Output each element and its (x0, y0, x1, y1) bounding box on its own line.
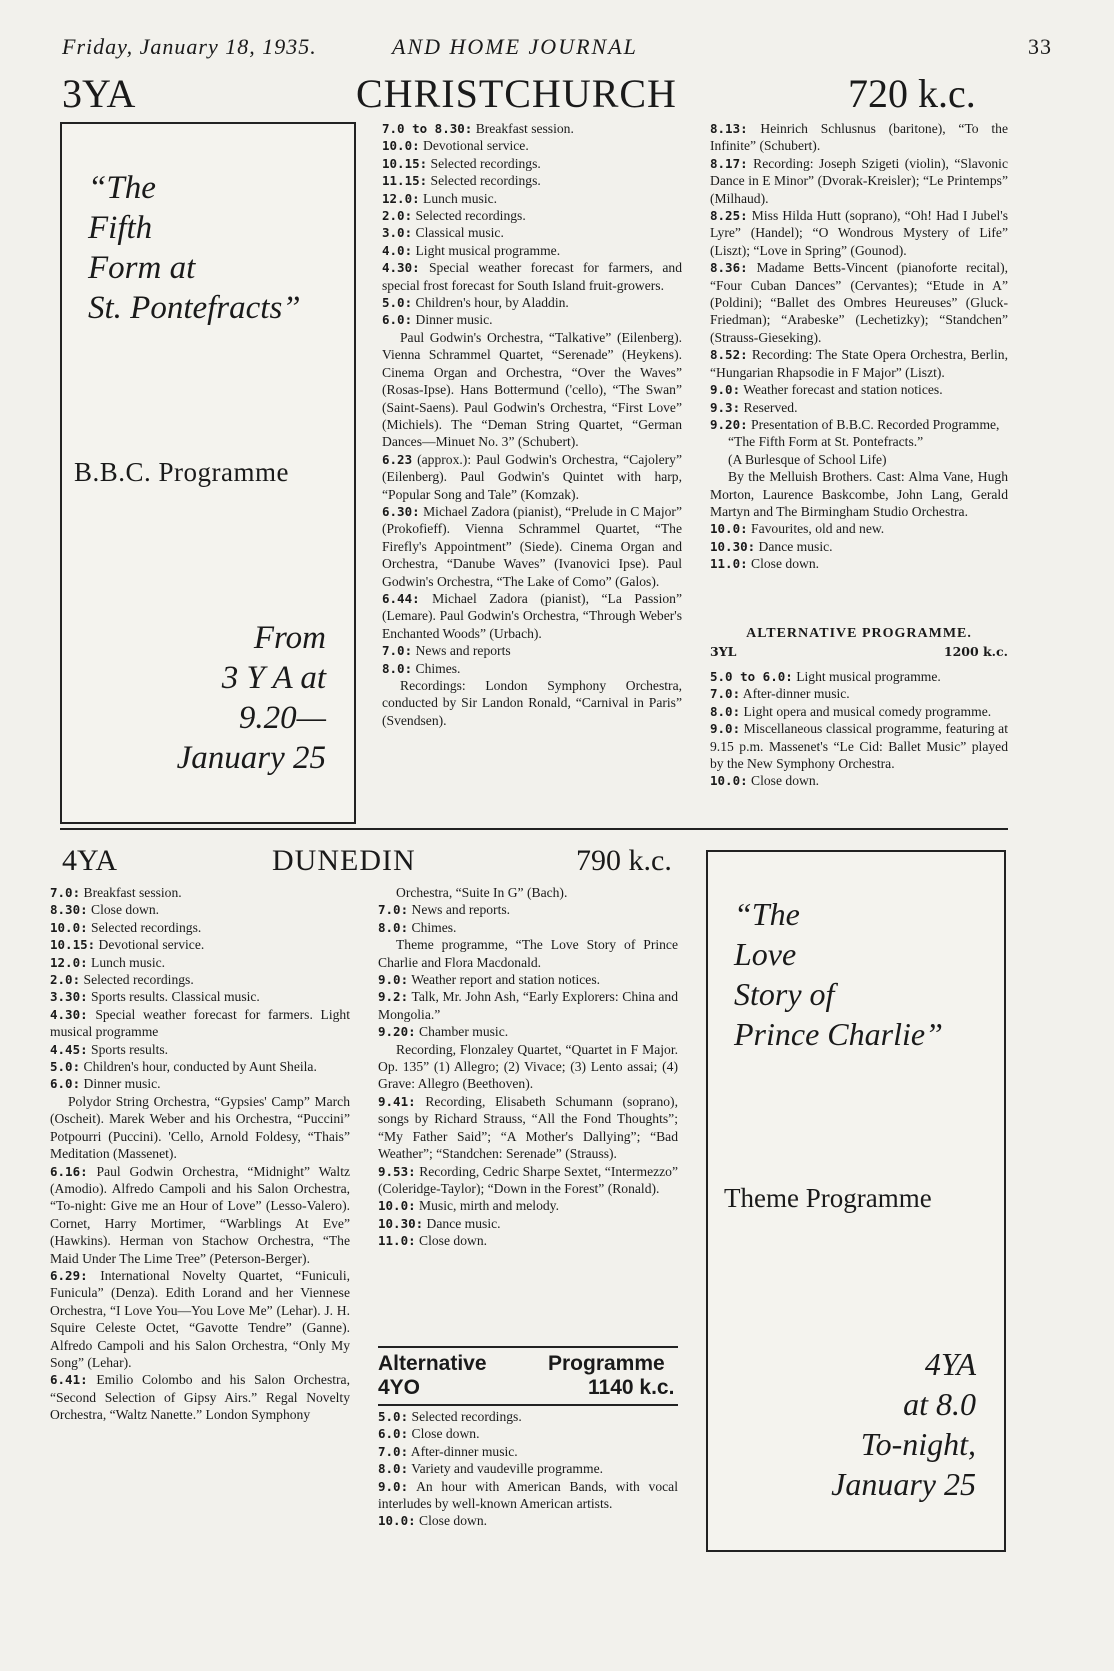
advert-quote (88, 168, 301, 328)
station-city-dunedin: DUNEDIN (272, 844, 416, 877)
advert-quote-line: Form at (88, 250, 196, 286)
advert-schedule (177, 618, 326, 778)
programme-time: 7.0: (50, 885, 81, 900)
programme-description: By the Melluish Brothers. Cast: Alma Vane, Hugh Morton, Laurence Baskcombe, John Lang, Gerald Martyn and The Birmingham Studio Orchestra. (710, 469, 1008, 519)
programme-entry (710, 120, 1008, 155)
programme-time: 6.41: (50, 1372, 88, 1388)
advert-quote-line: Prince Charlie” (734, 1016, 943, 1052)
advert-schedule-line: To-night, (860, 1426, 976, 1462)
programme-time: 8.13: (710, 121, 748, 136)
programme-entry (378, 1478, 678, 1513)
programme-description: Chimes. (412, 660, 461, 676)
programme-entry (50, 919, 350, 936)
programme-time: 9.20: (710, 416, 748, 432)
programme-entry (382, 294, 682, 311)
programme-description: Talk, Mr. John Ash, “Early Explorers: China and Mongolia.” (378, 989, 678, 1022)
programme-entry (50, 884, 350, 901)
station-call-4ya: 4YA (62, 844, 118, 877)
programme-entry (50, 1006, 350, 1041)
alternative-frequency-4yo: 1140 k.c. (588, 1376, 675, 1399)
programme-description: Heinrich Schlusnus (baritone), “To the Infinite” (Schubert). (710, 121, 1008, 154)
programme-time: 6.44: (382, 590, 420, 606)
programme-entry (50, 988, 350, 1005)
alternative-rule (378, 1346, 678, 1348)
advert-box-fifth-form (60, 122, 356, 824)
programme-description: Light musical programme. (792, 669, 941, 684)
programme-description: Children's hour, conducted by Aunt Sheila. (80, 1059, 317, 1075)
advert-box-prince-charlie (706, 850, 1006, 1552)
alternative-call-4yo: 4YO (378, 1376, 421, 1399)
programme-time: 3.30: (50, 989, 88, 1005)
programme-entry (382, 311, 682, 328)
programme-entry (710, 468, 1008, 520)
programme-entry (378, 1093, 678, 1163)
programme-description: “The Fifth Form at St. Pontefracts.” (728, 434, 924, 450)
programme-time: 10.0: (378, 1513, 416, 1529)
programme-description: Close down. (747, 773, 820, 789)
programme-entry (710, 259, 1008, 346)
programme-description: Children's hour, by Aladdin. (412, 295, 569, 311)
programme-description: Devotional service. (95, 937, 205, 953)
programme-column-3yl (710, 668, 1008, 790)
advert-quote (734, 894, 943, 1054)
alternative-call: 3YL (710, 644, 737, 659)
programme-entry (50, 1075, 350, 1092)
advert-schedule-line: January 25 (176, 740, 326, 776)
programme-description: Sports results. Classical music. (87, 989, 260, 1005)
programme-time: 6.23 (382, 451, 413, 467)
alternative-label: Alternative (378, 1352, 487, 1375)
programme-description: Dinner music. (412, 312, 493, 328)
programme-entry (710, 720, 1008, 772)
programme-time: 6.29: (50, 1267, 88, 1283)
programme-entry (382, 120, 682, 137)
programme-entry (378, 1215, 678, 1232)
programme-description: Music, mirth and melody. (415, 1198, 559, 1214)
programme-time: 9.53: (378, 1163, 416, 1179)
programme-description: Recording, Cedric Sharpe Sextet, “Intermezzo” (Coleridge-Taylor); “Down in the Forest” (Ronald). (378, 1163, 678, 1196)
programme-time: 11.0: (378, 1233, 416, 1249)
programme-entry (50, 1371, 350, 1423)
programme-time: 6.0: (50, 1076, 81, 1092)
programme-description: Selected recordings. (412, 208, 526, 224)
station-city-christchurch: CHRISTCHURCH (356, 71, 677, 116)
programme-description: Variety and vaudeville programme. (408, 1461, 604, 1477)
programme-description: Paul Godwin Orchestra, “Midnight” Waltz (Amodio). Alfredo Campoli and his Salon Orchestra, “To-night: Give me an Hour of Love” (Lesso-Valero). Cornet, Harry Mortimer, “Warblings At Eve” (Hawkins). Herman von Stachow Orchestra, “The Maid Under The Lime Tree” (Peterson-Berger). (50, 1163, 350, 1266)
programme-time: 9.3: (710, 399, 741, 415)
programme-description: Madame Betts-Vincent (pianoforte recital), “Four Cuban Dances” (Cervantes); “Etude in A” (Poldini); “Ballet des Ombres Heureuses” (Gluck-Friedman); “Arabeske” (Lechetizky); “Standchen” (Strauss-Gieseking). (710, 260, 1008, 345)
programme-description: Michael Zadora (pianist), “Prelude in C Major” (Prokofieff). Vienna Schrammel Quartet, “The Firefly's Appointment” (Siede). Cinema Organ and Orchestra, “Danube Waves” (Ivanovici Ipse). Paul Godwin's Orchestra, “The Lake of Como” (Galos). (382, 503, 682, 589)
programme-entry (710, 451, 1008, 468)
programme-entry (710, 433, 1008, 450)
programme-description: Selected recordings. (427, 173, 541, 189)
programme-time: 8.0: (378, 1461, 409, 1477)
programme-description: Emilio Colombo and his Salon Orchestra, “Second Selection of Gipsy Airs.” Regal Novelty Orchestra, “Waltz Nanette.” London Symphony (50, 1372, 350, 1423)
programme-entry (710, 207, 1008, 259)
programme-entry (382, 259, 682, 294)
programme-time: 5.0: (382, 295, 413, 311)
programme-description: Devotional service. (419, 138, 529, 154)
programme-time: 4.30: (382, 260, 420, 276)
programme-time: 10.0: (378, 1198, 416, 1214)
programme-entry (710, 685, 1008, 702)
advert-quote-line: Fifth (88, 210, 153, 246)
programme-entry (378, 1197, 678, 1214)
programme-time: 5.0: (50, 1059, 81, 1075)
advert-theme-label: Theme Programme (724, 1183, 932, 1213)
programme-entry (710, 772, 1008, 789)
programme-description: Light musical programme. (412, 242, 561, 258)
programme-description: Special weather forecast for farmers. Light musical programme (50, 1006, 350, 1040)
programme-description: Special weather forecast for farmers, and special frost forecast for South Island fruit-growers. (382, 260, 682, 293)
programme-entry (710, 668, 1008, 685)
programme-description: (approx.): Paul Godwin's Orchestra, “Cajolery” (Eilenberg). Paul Godwin's Quintet with harp, “Popular Song and Tale” (Komzak). (382, 451, 682, 502)
programme-description: Theme programme, “The Love Story of Prince Charlie and Flora Macdonald. (378, 937, 678, 970)
programme-time: 8.0: (378, 919, 409, 935)
page-number: 33 (1028, 34, 1052, 59)
programme-entry (378, 971, 678, 988)
programme-time: 9.0: (710, 721, 741, 737)
programme-description: Selected recordings. (87, 919, 202, 935)
advert-quote-line: “The (734, 896, 800, 932)
programme-time: 8.30: (50, 902, 88, 918)
programme-column-4ya-1 (50, 884, 350, 1424)
programme-description: Sports results. (87, 1041, 169, 1057)
programme-entry (378, 901, 678, 918)
programme-time: 9.2: (378, 989, 409, 1005)
programme-description: Close down. (87, 902, 160, 918)
programme-entry (382, 451, 682, 503)
programme-time: 7.0: (378, 902, 409, 918)
programme-time: 8.17: (710, 155, 748, 171)
programme-description: Classical music. (412, 225, 504, 241)
programme-entry (382, 137, 682, 154)
programme-time: 7.0: (378, 1443, 409, 1459)
programme-description: Selected recordings. (408, 1409, 522, 1424)
programme-entry (382, 190, 682, 207)
programme-time: 7.0: (710, 686, 741, 702)
advert-schedule-line: 3 Y A at (221, 660, 326, 696)
programme-description: Recordings: London Symphony Orchestra, conducted by Sir Landon Ronald, “Carnival in Paris” (Svendsen). (382, 678, 682, 728)
programme-description: (A Burlesque of School Life) (728, 451, 887, 467)
programme-time: 8.0: (710, 703, 741, 719)
programme-description: Weather forecast and station notices. (740, 382, 943, 398)
programme-entry (378, 884, 678, 901)
programme-time: 10.30: (710, 538, 756, 554)
programme-description: Recording: The State Opera Orchestra, Berlin, “Hungarian Rhapsodie in F Major” (Liszt). (710, 347, 1008, 380)
programme-entry (382, 155, 682, 172)
programme-entry (50, 1267, 350, 1371)
programme-description: Presentation of B.B.C. Recorded Programme, (747, 416, 1000, 432)
station-frequency-4ya: 790 k.c. (576, 844, 672, 877)
programme-time: 6.16: (50, 1163, 88, 1179)
programme-time: 9.0: (378, 1478, 409, 1494)
programme-time: 6.0: (382, 312, 413, 328)
programme-entry (50, 936, 350, 953)
programme-time: 8.25: (710, 208, 748, 224)
advert-schedule-line: at 8.0 (903, 1386, 976, 1422)
programme-time: 10.0: (710, 521, 748, 537)
running-header (62, 34, 1052, 64)
programme-description: International Novelty Quartet, “Funiculi, Funicula” (Denza). Edith Lorand and her Viennese Orchestra, “I Love You—You Love Me” (Lehar). J. H. Squire Celeste Octet, “Gavotte Tendre” (Ganne). Alfredo Campoli and his Salon Orchestra, “Only My Song” (Lehar). (50, 1267, 350, 1370)
programme-entry (378, 1232, 678, 1249)
programme-column-4yo (378, 1408, 678, 1530)
programme-time: 10.15: (382, 155, 428, 171)
programme-entry (50, 901, 350, 918)
programme-entry (382, 660, 682, 677)
programme-time: 7.0: (382, 643, 413, 659)
programme-time: 10.0: (382, 138, 420, 154)
programme-description: Close down. (415, 1233, 488, 1249)
programme-entry (710, 399, 1008, 416)
programme-entry (50, 1058, 350, 1075)
advert-schedule-line: 9.20— (238, 700, 326, 736)
programme-entry (382, 642, 682, 659)
station-call-3ya: 3YA (62, 71, 136, 116)
programme-time: 4.45: (50, 1041, 88, 1057)
programme-entry (378, 936, 678, 971)
programme-entry (378, 1408, 678, 1425)
programme-entry (378, 1041, 678, 1093)
programme-time: 4.30: (50, 1006, 88, 1022)
programme-description: Chamber music. (415, 1024, 509, 1040)
programme-entry (710, 520, 1008, 537)
programme-time: 5.0 to 6.0: (710, 669, 793, 684)
alternative-rule-bottom (378, 1404, 678, 1406)
programme-entry (382, 329, 682, 451)
programme-time: 8.0: (382, 660, 413, 676)
programme-time: 5.0: (378, 1409, 409, 1424)
programme-description: Close down. (415, 1513, 488, 1529)
journal-title: AND HOME JOURNAL (392, 34, 638, 59)
programme-entry (378, 988, 678, 1023)
programme-entry (710, 381, 1008, 398)
programme-time: 2.0: (382, 208, 413, 224)
programme-entry (50, 1041, 350, 1058)
programme-time: 12.0: (382, 190, 420, 206)
programme-entry (710, 555, 1008, 572)
advert-quote-line: Story of (734, 976, 835, 1012)
programme-time: 11.0: (710, 556, 748, 572)
alternative-frequency: 1200 k.c. (943, 644, 1008, 659)
programme-description: After-dinner music. (408, 1443, 518, 1459)
programme-time: 6.30: (382, 503, 420, 519)
programme-description: Breakfast session. (472, 121, 574, 136)
alternative-title: ALTERNATIVE PROGRAMME. (746, 626, 972, 641)
programme-column-3ya-2 (710, 120, 1008, 573)
programme-label: Programme (548, 1352, 665, 1375)
programme-description: Dance music. (755, 538, 833, 554)
advert-schedule-line: From (253, 620, 326, 656)
programme-entry (710, 346, 1008, 381)
programme-column-4ya-2 (378, 884, 678, 1250)
programme-entry (378, 1460, 678, 1477)
programme-entry (50, 1093, 350, 1163)
programme-time: 9.20: (378, 1024, 416, 1040)
station-frequency-3ya: 720 k.c. (848, 71, 976, 116)
programme-description: Miscellaneous classical programme, featuring at 9.15 p.m. Massenet's “Le Cid: Ballet Music” played by the New Symphony Orchestra. (710, 721, 1008, 772)
programme-time: 10.15: (50, 937, 96, 953)
programme-description: Orchestra, “Suite In G” (Bach). (396, 885, 568, 900)
programme-description: Favourites, old and new. (747, 521, 885, 537)
programme-time: 9.0: (378, 972, 409, 988)
programme-time: 3.0: (382, 225, 413, 241)
programme-description: Recording, Flonzaley Quartet, “Quartet in F Major. Op. 135” (1) Allegro; (2) Vivace; (3) Lento assai; (4) Grave: Allegro (Beethoven). (378, 1041, 678, 1092)
programme-description: News and reports (412, 643, 511, 659)
programme-entry (378, 1023, 678, 1040)
programme-entry (382, 224, 682, 241)
programme-description: After-dinner music. (740, 686, 850, 702)
programme-column-3ya-1 (382, 120, 682, 729)
advert-bbc-label: B.B.C. Programme (74, 457, 289, 487)
programme-time: 9.41: (378, 1093, 416, 1109)
programme-time: 6.0: (378, 1426, 409, 1442)
programme-description: Lunch music. (419, 190, 498, 206)
programme-time: 9.0: (710, 382, 741, 398)
advert-schedule-line: January 25 (831, 1466, 976, 1502)
programme-description: Recording, Elisabeth Schumann (soprano), songs by Richard Strauss, “All the Fond Thoughts”; “My Father Said”; “A Mother's Dallying”; “Bad Weather”; “Standchen: Serenade” (Strauss). (378, 1093, 678, 1162)
programme-description: Close down. (747, 556, 820, 572)
programme-description: Recording: Joseph Szigeti (violin), “Slavonic Dance in E Minor” (Dvorak-Kreisler); “Le Printemps” (Milhaud). (710, 155, 1008, 206)
programme-entry (378, 1443, 678, 1460)
programme-description: Breakfast session. (80, 885, 182, 900)
programme-description: Close down. (408, 1426, 480, 1442)
programme-entry (382, 242, 682, 259)
programme-description: Miss Hilda Hutt (soprano), “Oh! Had I Jubel's Lyre” (Handel); “O Wondrous Mystery of Life” (Liszt); “Love in Spring” (Gounod). (710, 208, 1008, 258)
programme-entry (382, 677, 682, 729)
section-divider (60, 828, 1008, 830)
programme-time: 2.0: (50, 972, 81, 988)
programme-description: Reserved. (740, 399, 798, 415)
programme-entry (378, 1163, 678, 1198)
programme-entry (382, 503, 682, 590)
programme-entry (710, 416, 1008, 433)
programme-description: Chimes. (408, 919, 457, 935)
programme-entry (382, 590, 682, 642)
programme-time: 10.30: (378, 1215, 424, 1231)
programme-description: Dance music. (423, 1215, 501, 1231)
programme-time: 10.0: (710, 773, 748, 789)
advert-quote-line: Love (734, 936, 797, 972)
issue-date: Friday, January 18, 1935. (62, 34, 317, 59)
programme-description: Light opera and musical comedy programme. (740, 703, 992, 719)
programme-entry (710, 155, 1008, 207)
advert-schedule-line: 4YA (924, 1346, 976, 1382)
programme-entry (50, 971, 350, 988)
advert-schedule (831, 1344, 976, 1504)
programme-time: 7.0 to 8.30: (382, 121, 473, 136)
programme-description: Selected recordings. (427, 155, 541, 171)
programme-description: Michael Zadora (pianist), “La Passion” (Lemare). Paul Godwin's Orchestra, “Through Weber's Enchanted Woods” (Urbach). (382, 590, 682, 641)
programme-time: 8.52: (710, 347, 748, 363)
programme-entry (378, 919, 678, 936)
programme-entry (382, 207, 682, 224)
programme-entry (378, 1512, 678, 1529)
programme-description: Polydor String Orchestra, “Gypsies' Camp” March (Oscheit). Marek Weber and his Orchestra, “Puccini” Potpourri (Puccini). 'Cello, Arnold Foldesy, “Thais” Meditation (Massenet). (50, 1093, 350, 1162)
programme-entry (382, 172, 682, 189)
programme-entry (50, 1163, 350, 1267)
alternative-programme-3yl (710, 626, 1008, 659)
programme-entry (710, 703, 1008, 720)
programme-time: 8.36: (710, 260, 748, 276)
programme-description: Paul Godwin's Orchestra, “Talkative” (Eilenberg). Vienna Schrammel Quartet, “Serenade” (Heykens). Cinema Organ and Orchestra, “Over the Waves” (Rosas-Ipse). Hans Bottermund ('cello), “The Swan” (Saint-Saens). Paul Godwin's Orchestra, “First Love” (Michiels). The “Deman String Quartet, “German Dances—Minuet No. 3” (Schubert). (382, 329, 682, 450)
programme-entry (710, 538, 1008, 555)
programme-time: 10.0: (50, 919, 88, 935)
programme-description: An hour with American Bands, with vocal interludes by well-known American artists. (378, 1478, 678, 1512)
programme-entry (378, 1425, 678, 1442)
programme-time: 12.0: (50, 954, 88, 970)
advert-quote-line: “The (88, 170, 156, 206)
programme-entry (50, 954, 350, 971)
programme-description: Lunch music. (87, 954, 166, 970)
programme-description: Dinner music. (80, 1076, 161, 1092)
programme-description: Selected recordings. (80, 972, 194, 988)
advert-quote-line: St. Pontefracts” (88, 290, 301, 326)
programme-description: News and reports. (408, 902, 511, 918)
programme-description: Weather report and station notices. (408, 972, 601, 988)
programme-time: 4.0: (382, 242, 413, 258)
programme-time: 11.15: (382, 173, 428, 189)
